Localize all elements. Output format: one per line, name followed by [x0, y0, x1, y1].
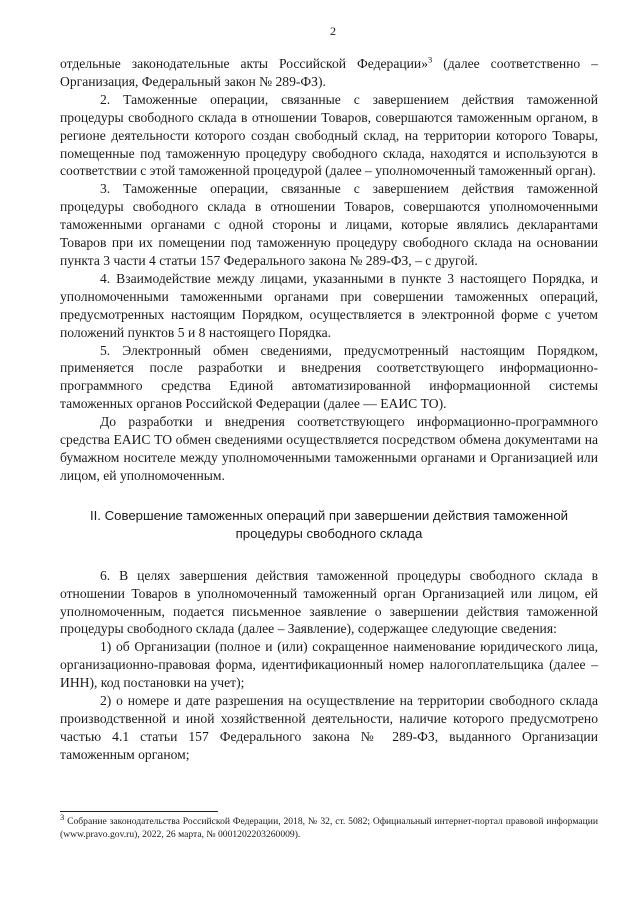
- paragraph-5: 5. Электронный обмен сведениями, предусмотренный настоящим Порядком, применяется после разработки и внедрения соответствующего информационно-программного средства Единой автоматизированной информационной системы таможенных органов Российской Федерации (далее — ЕАИС ТО).: [60, 342, 598, 412]
- footnote-text: Собрание законодательства Российской Федерации, 2018, № 32, ст. 5082; Официальный интернет-портал правовой информации (www.pravo.gov.ru), 2022, 26 марта, № 0001202203260009).: [60, 816, 598, 840]
- paragraph-6-item-1: 1) об Организации (полное и (или) сокращенное наименование юридического лица, организационно-правовая форма, идентификационный номер налогоплательщика (далее – ИНН), код постановки на учет);: [60, 639, 598, 691]
- document-body: [60, 55, 598, 764]
- section-title: II. Совершение таможенных операций при завершении действия таможенной процедуры свободного склада: [89, 507, 569, 541]
- paragraph-6-item-2: 2) о номере и дате разрешения на осуществление на территории свободного склада производственной и иной хозяйственной деятельности, наличие которого предусмотрено частью 4.1 статьи 157 Федерального закона № 289-ФЗ, выданного Организации таможенным органом;: [60, 693, 598, 762]
- paragraph-2: 2. Таможенные операции, связанные с завершением действия таможенной процедуры свободного склада в отношении Товаров, совершаются таможенным органом, в регионе деятельности которого создан свободный склад, на территории которого Товары, помещенные под таможенную процедуру свободного склада, находятся и используются в соответствии с этой таможенной процедурой (далее – уполномоченный таможенный орган).: [60, 91, 598, 179]
- paragraph-continuation: отдельные законодательные акты Российской Федерации»$^3$ (далее соответственно – Организация, Федеральный закон № 289-ФЗ).: [60, 54, 598, 89]
- paragraph-6: 6. В целях завершения действия таможенной процедуры свободного склада в отношении Товаров в уполномоченный таможенный орган Организацией или лицом, ей уполномоченным, подается письменное заявление о завершении действия таможенной процедуры свободного склада (далее – Заявление), содержащее следующие сведения:: [60, 567, 598, 637]
- footnote-divider: [60, 811, 218, 812]
- footnote-marker: 3: [60, 811, 65, 822]
- page-number: 2: [330, 24, 336, 38]
- paragraph-5-continued: До разработки и внедрения соответствующего информационно-программного средства ЕАИС ТО обмен сведениями осуществляется посредством обмена документами на бумажном носителе между уполномоченными таможенными органами и Организацией или лицом, ей уполномоченным.: [60, 414, 598, 483]
- paragraph-4: 4. Взаимодействие между лицами, указанными в пункте 3 настоящего Порядка, и уполномоченными таможенными органами при совершении таможенных операций, предусмотренных настоящим Порядком, осуществляется в электронной форме с учетом положений пунктов 5 и 8 настоящего Порядка.: [60, 270, 598, 340]
- footnote: [60, 811, 598, 841]
- paragraph-3: 3. Таможенные операции, связанные с завершением действия таможенной процедуры свободного склада в отношении Товаров, совершаются уполномоченными таможенными органами с одной стороны и лицами, которые являлись декларантами Товаров при их помещении под таможенную процедуру свободного склада на основании пункта 3 части 4 статьи 157 Федерального закона № 289-ФЗ, – с другой.: [60, 181, 598, 268]
- footnote-reference: 3: [428, 54, 433, 65]
